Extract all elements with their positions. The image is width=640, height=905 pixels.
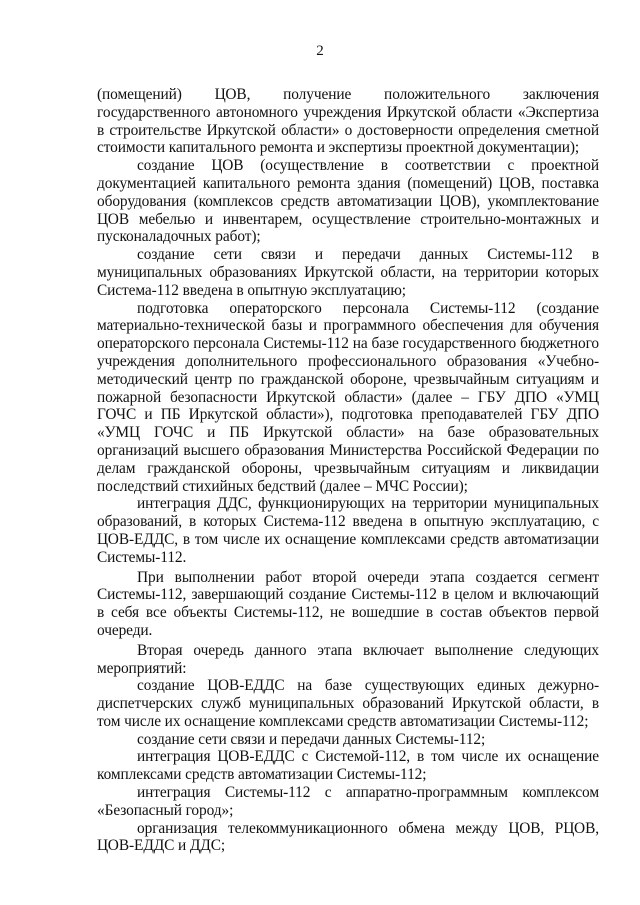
paragraph-4: подготовка операторского персонала Системы-112 (создание материально-технической базы и программного обеспечения для обучения операторского персонала Системы-112 на базе государственного бюджетного учреждения дополнительного профессионального образования «Учебно-методический центр по гражданской обороне, чрезвычайным ситуациям и пожарной безопасности Иркутской области» (далее – ГБУ ДПО «УМЦ ГОЧС и ПБ Иркутской области»), подготовка преподавателей ГБУ ДПО «УМЦ ГОЧС и ПБ Иркутской области» на базе образовательных организаций высшего образования Министерства Российской Федерации по делам гражданской обороны, чрезвычайным ситуациям и ликвидации последствий стихийных бедствий (далее – МЧС России);	[97, 299, 599, 495]
paragraph-5: интеграция ДДС, функционирующих на территории муниципальных образований, в которых Система-112 введена в опытную эксплуатацию, с ЦОВ-ЕДДС, в том числе их оснащение комплексами средств автоматизации Системы-112.	[97, 495, 599, 566]
paragraph-9: создание сети связи и передачи данных Системы-112;	[137, 730, 486, 748]
paragraph-10: интеграция ЦОВ-ЕДДС с Системой-112, в том числе их оснащение комплексами средств автоматизации Системы-112;	[97, 748, 599, 784]
paragraph-2: создание ЦОВ (осуществление в соответствии с проектной документацией капитального ремонта здания (помещений) ЦОВ, поставка оборудования (комплексов средств автоматизации ЦОВ), укомплектование ЦОВ мебелью и инвентарем, осуществление строительно-монтажных и пусконаладочных работ);	[97, 157, 599, 246]
paragraph-12: организация телекоммуникационного обмена между ЦОВ, РЦОВ, ЦОВ-ЕДДС и ДДС;	[97, 819, 599, 855]
paragraph-7: Вторая очередь данного этапа включает выполнение следующих мероприятий:	[97, 641, 599, 677]
paragraph-11: интеграция Системы-112 с аппаратно-программным комплексом «Безопасный город»;	[97, 784, 599, 819]
paragraph-8: создание ЦОВ-ЕДДС на базе существующих единых дежурно-диспетчерских служб муниципальных образований Иркутской области, в том числе их оснащение комплексами средств автоматизации Системы-112;	[97, 677, 599, 730]
paragraph-3: создание сети связи и передачи данных Системы-112 в муниципальных образованиях Иркутской области, на территории которых Система-112 введена в опытную эксплуатацию;	[97, 246, 599, 299]
paragraph-1: (помещений) ЦОВ, получение положительного заключения государственного автономного учреждения Иркутской области «Экспертиза в строительстве Иркутской области» о достоверности определения сметной стоимости капитального ремонта и экспертизы проектной документации);	[97, 86, 599, 157]
page-number: 2	[316, 43, 324, 59]
paragraph-6: При выполнении работ второй очереди этапа создается сегмент Системы-112, завершающий создание Системы-112 в целом и включающий в себя все объекты Системы-112, не вошедшие в состав объектов первой очереди.	[97, 568, 599, 639]
document-body	[97, 86, 599, 855]
